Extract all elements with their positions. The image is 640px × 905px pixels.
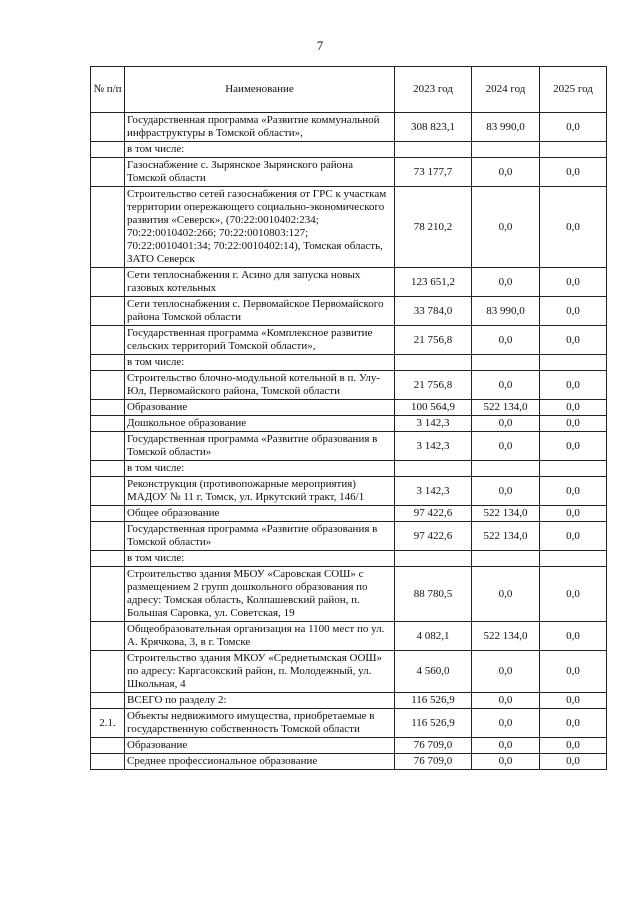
row-value-2024: 0,0 — [472, 371, 540, 400]
row-value-2024: 0,0 — [472, 693, 540, 709]
row-value-2024: 0,0 — [472, 432, 540, 461]
row-value-2025: 0,0 — [540, 158, 607, 187]
row-value-2023: 123 651,2 — [395, 268, 472, 297]
header-2023: 2023 год — [395, 67, 472, 113]
row-value-2023: 97 422,6 — [395, 506, 472, 522]
table-row — [91, 738, 607, 754]
row-value-2023: 33 784,0 — [395, 297, 472, 326]
row-name: Государственная программа «Развитие образования в Томской области» — [125, 522, 395, 551]
row-number — [91, 416, 125, 432]
row-value-2024: 0,0 — [472, 326, 540, 355]
row-number — [91, 651, 125, 693]
row-name: ВСЕГО по разделу 2: — [125, 693, 395, 709]
row-value-2023 — [395, 355, 472, 371]
row-name: Строительство здания МКОУ «Среднетымская ООШ» по адресу: Каргасокский район, п. Молодежный, ул. Школьная, 4 — [125, 651, 395, 693]
row-number — [91, 567, 125, 622]
row-value-2024: 522 134,0 — [472, 400, 540, 416]
row-value-2025: 0,0 — [540, 326, 607, 355]
row-value-2023: 4 082,1 — [395, 622, 472, 651]
row-name: Дошкольное образование — [125, 416, 395, 432]
row-name: в том числе: — [125, 355, 395, 371]
table-row — [91, 113, 607, 142]
header-2024: 2024 год — [472, 67, 540, 113]
row-value-2025: 0,0 — [540, 297, 607, 326]
row-value-2023: 100 564,9 — [395, 400, 472, 416]
row-value-2025: 0,0 — [540, 400, 607, 416]
row-value-2025: 0,0 — [540, 651, 607, 693]
row-name: Объекты недвижимого имущества, приобретаемые в государственную собственность Томской области — [125, 709, 395, 738]
table-row — [91, 754, 607, 770]
row-value-2025: 0,0 — [540, 567, 607, 622]
row-name: Сети теплоснабжения г. Асино для запуска новых газовых котельных — [125, 268, 395, 297]
row-value-2023 — [395, 142, 472, 158]
row-value-2023: 73 177,7 — [395, 158, 472, 187]
table-row — [91, 158, 607, 187]
row-number — [91, 432, 125, 461]
row-value-2023: 88 780,5 — [395, 567, 472, 622]
row-name: Строительство сетей газоснабжения от ГРС к участкам территории опережающего социально-экономического развития «Северск», (70:22:0010402:234; 70:22:0010402:266; 70:22:0010803:127; 70:22:0010401:34; 70:22:0010402:14), Томская область, ЗАТО Северск — [125, 187, 395, 268]
row-name: в том числе: — [125, 142, 395, 158]
row-number — [91, 326, 125, 355]
row-number — [91, 158, 125, 187]
row-value-2025: 0,0 — [540, 187, 607, 268]
table-row — [91, 326, 607, 355]
row-value-2023: 97 422,6 — [395, 522, 472, 551]
table-header-row — [91, 67, 607, 113]
row-number — [91, 738, 125, 754]
row-number — [91, 461, 125, 477]
row-value-2025: 0,0 — [540, 709, 607, 738]
row-value-2023: 21 756,8 — [395, 326, 472, 355]
row-value-2024: 0,0 — [472, 709, 540, 738]
row-number — [91, 142, 125, 158]
row-value-2023: 116 526,9 — [395, 693, 472, 709]
row-value-2024: 0,0 — [472, 651, 540, 693]
row-number — [91, 268, 125, 297]
row-value-2024: 0,0 — [472, 738, 540, 754]
row-value-2023: 4 560,0 — [395, 651, 472, 693]
header-num: № п/п — [91, 67, 125, 113]
row-value-2025: 0,0 — [540, 113, 607, 142]
row-number — [91, 371, 125, 400]
row-number — [91, 477, 125, 506]
row-value-2025: 0,0 — [540, 738, 607, 754]
row-value-2023: 3 142,3 — [395, 416, 472, 432]
row-value-2025 — [540, 142, 607, 158]
row-name: Общее образование — [125, 506, 395, 522]
row-value-2023: 76 709,0 — [395, 738, 472, 754]
row-value-2025: 0,0 — [540, 416, 607, 432]
table-row — [91, 522, 607, 551]
row-value-2023: 76 709,0 — [395, 754, 472, 770]
row-value-2025: 0,0 — [540, 506, 607, 522]
row-name: Государственная программа «Развитие образования в Томской области» — [125, 432, 395, 461]
row-value-2024 — [472, 355, 540, 371]
row-number — [91, 506, 125, 522]
row-number — [91, 551, 125, 567]
row-name: Государственная программа «Комплексное развитие сельских территорий Томской области», — [125, 326, 395, 355]
row-value-2023 — [395, 551, 472, 567]
table-row — [91, 187, 607, 268]
row-value-2025: 0,0 — [540, 522, 607, 551]
row-value-2025: 0,0 — [540, 371, 607, 400]
row-value-2023: 116 526,9 — [395, 709, 472, 738]
row-value-2025: 0,0 — [540, 622, 607, 651]
row-value-2023: 21 756,8 — [395, 371, 472, 400]
row-name: Образование — [125, 400, 395, 416]
table-row — [91, 416, 607, 432]
table-row — [91, 477, 607, 506]
table-row — [91, 355, 607, 371]
table-row — [91, 551, 607, 567]
row-value-2025 — [540, 355, 607, 371]
row-value-2025: 0,0 — [540, 268, 607, 297]
row-value-2024: 522 134,0 — [472, 522, 540, 551]
row-value-2023: 3 142,3 — [395, 477, 472, 506]
row-name: Газоснабжение с. Зырянское Зырянского района Томской области — [125, 158, 395, 187]
row-value-2024: 0,0 — [472, 158, 540, 187]
table-row — [91, 567, 607, 622]
table-row — [91, 709, 607, 738]
row-name: Строительство здания МБОУ «Саровская СОШ» с размещением 2 групп дошкольного образования по адресу: Томская область, Колпашевский район, п. Большая Саровка, ул. Советская, 19 — [125, 567, 395, 622]
page-number: 7 — [316, 38, 324, 53]
row-name: в том числе: — [125, 551, 395, 567]
row-value-2023: 3 142,3 — [395, 432, 472, 461]
table-row — [91, 622, 607, 651]
row-value-2025 — [540, 461, 607, 477]
row-value-2024: 0,0 — [472, 567, 540, 622]
table-row — [91, 400, 607, 416]
row-number — [91, 693, 125, 709]
row-name: Строительство блочно-модульной котельной в п. Улу-Юл, Первомайского района, Томской области — [125, 371, 395, 400]
row-value-2025: 0,0 — [540, 477, 607, 506]
row-value-2025: 0,0 — [540, 754, 607, 770]
row-number — [91, 113, 125, 142]
row-value-2025: 0,0 — [540, 693, 607, 709]
row-number — [91, 400, 125, 416]
row-name: Образование — [125, 738, 395, 754]
row-value-2025: 0,0 — [540, 432, 607, 461]
row-value-2024: 522 134,0 — [472, 506, 540, 522]
row-value-2024 — [472, 461, 540, 477]
table-row — [91, 142, 607, 158]
row-number — [91, 187, 125, 268]
header-name: Наименование — [125, 67, 395, 113]
row-name: Реконструкция (противопожарные мероприятия) МАДОУ № 11 г. Томск, ул. Иркутский тракт, 146/1 — [125, 477, 395, 506]
row-value-2024: 83 990,0 — [472, 113, 540, 142]
row-number: 2.1. — [91, 709, 125, 738]
table-row — [91, 268, 607, 297]
row-value-2023 — [395, 461, 472, 477]
table-row — [91, 693, 607, 709]
row-number — [91, 522, 125, 551]
row-value-2024 — [472, 551, 540, 567]
table-row — [91, 506, 607, 522]
row-name: Общеобразовательная организация на 1100 мест по ул. А. Крячкова, 3, в г. Томске — [125, 622, 395, 651]
row-value-2024: 0,0 — [472, 416, 540, 432]
row-name: Государственная программа «Развитие коммунальной инфраструктуры в Томской области», — [125, 113, 395, 142]
row-name: Среднее профессиональное образование — [125, 754, 395, 770]
row-value-2024: 83 990,0 — [472, 297, 540, 326]
row-number — [91, 355, 125, 371]
table-row — [91, 651, 607, 693]
row-value-2024: 0,0 — [472, 268, 540, 297]
row-value-2025 — [540, 551, 607, 567]
row-value-2023: 308 823,1 — [395, 113, 472, 142]
row-name: в том числе: — [125, 461, 395, 477]
row-value-2024 — [472, 142, 540, 158]
row-value-2023: 78 210,2 — [395, 187, 472, 268]
row-number — [91, 622, 125, 651]
budget-table — [90, 66, 607, 770]
header-2025: 2025 год — [540, 67, 607, 113]
row-value-2024: 0,0 — [472, 754, 540, 770]
row-name: Сети теплоснабжения с. Первомайское Первомайского района Томской области — [125, 297, 395, 326]
row-number — [91, 297, 125, 326]
table-row — [91, 432, 607, 461]
row-value-2024: 522 134,0 — [472, 622, 540, 651]
table-row — [91, 371, 607, 400]
table-row — [91, 297, 607, 326]
row-value-2024: 0,0 — [472, 477, 540, 506]
row-value-2024: 0,0 — [472, 187, 540, 268]
row-number — [91, 754, 125, 770]
table-row — [91, 461, 607, 477]
